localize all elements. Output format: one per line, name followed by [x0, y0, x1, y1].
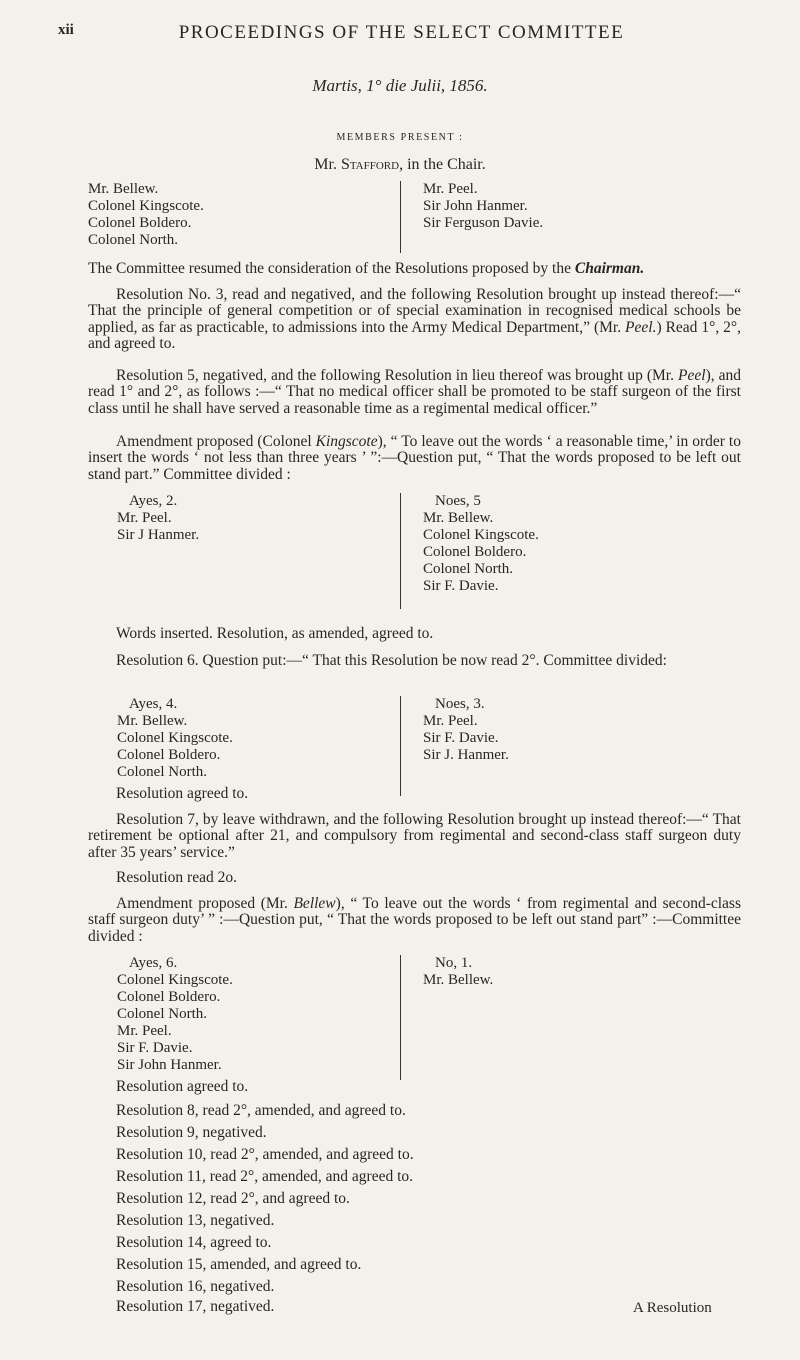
voter-name: Colonel Boldero.	[423, 544, 527, 560]
paragraph-resolution-agreed-2: Resolution agreed to.	[116, 1078, 249, 1095]
voter-name: Colonel Boldero.	[117, 989, 221, 1005]
ayes-count: Ayes, 2.	[129, 493, 178, 509]
voter-name: Colonel Boldero.	[117, 747, 221, 763]
paragraph-committee-resumed: The Committee resumed the consideration of the Resolutions proposed by the Chairman.	[88, 260, 645, 277]
member-name: Mr. Bellew.	[88, 181, 159, 197]
chair-line: Mr. Stafford, in the Chair.	[314, 156, 486, 173]
ayes-count: Ayes, 4.	[129, 696, 178, 712]
voter-name: Sir F. Davie.	[423, 578, 499, 594]
resolution-line: Resolution 15, amended, and agreed to.	[116, 1256, 362, 1273]
paragraph-resolution-read: Resolution read 2o.	[116, 869, 237, 886]
voter-name: Sir F. Davie.	[117, 1040, 193, 1056]
voter-name: Sir J Hanmer.	[117, 527, 200, 543]
column-divider	[400, 955, 401, 1080]
member-name: Mr. Peel.	[423, 181, 478, 197]
column-divider	[400, 493, 401, 609]
division-2-noes	[423, 696, 509, 764]
voter-name: Sir J. Hanmer.	[423, 747, 509, 763]
catchword: A Resolution	[633, 1300, 712, 1316]
voter-name: Mr. Bellew.	[423, 972, 494, 988]
resolution-line: Resolution 8, read 2°, amended, and agreed to.	[116, 1102, 406, 1119]
chair-name: Stafford	[340, 156, 400, 173]
division-3-noes	[423, 955, 493, 989]
running-title: PROCEEDINGS OF THE SELECT COMMITTEE	[178, 22, 625, 43]
voter-name: Colonel North.	[423, 561, 513, 577]
resolution-line: Resolution 14, agreed to.	[116, 1234, 272, 1251]
division-1-noes	[423, 493, 539, 595]
noes-count: Noes, 5	[435, 493, 481, 509]
resolution-line: Resolution 17, negatived.	[116, 1298, 275, 1315]
paragraph-resolution-5: Resolution 5, negatived, and the following Resolution in lieu thereof was brought up (Mr. Peel), and read 1° and 2°, as follows :—“ That no medical officer shall be promoted to be staff surgeon of the first class until he shall have served a reasonable time as a regimental medical officer.”	[88, 367, 741, 417]
division-2-ayes	[117, 696, 233, 781]
paragraph-resolution-3: Resolution No. 3, read and negatived, and the following Resolution brought up instead thereof:—“ That the principle of general competition or of special examination in recognised medical schools be applied, as far as practicable, to admissions into the Army Medical Department,” (Mr. Peel.) Read 1°, 2°, and agreed to.	[88, 286, 741, 353]
resolution-line: Resolution 10, read 2°, amended, and agreed to.	[116, 1146, 414, 1163]
members-present-heading: MEMBERS PRESENT :	[336, 132, 464, 143]
noes-count: No, 1.	[435, 955, 473, 971]
voter-name: Colonel Kingscote.	[423, 527, 539, 543]
voter-name: Colonel North.	[117, 1006, 207, 1022]
resolution-line: Resolution 13, negatived.	[116, 1212, 275, 1229]
resolution-line: Resolution 12, read 2°, and agreed to.	[116, 1190, 350, 1207]
voter-name: Mr. Bellew.	[117, 713, 188, 729]
voter-name: Mr. Bellew.	[423, 510, 494, 526]
members-list-left	[88, 181, 204, 249]
paragraph-resolution-agreed: Resolution agreed to.	[116, 785, 249, 802]
members-list-right	[423, 181, 543, 232]
resolution-line: Resolution 9, negatived.	[116, 1124, 267, 1141]
voter-name: Colonel North.	[117, 764, 207, 780]
page-number: xii	[58, 22, 74, 38]
member-name: Colonel Kingscote.	[88, 198, 204, 214]
member-name: Sir Ferguson Davie.	[423, 215, 544, 231]
column-divider	[400, 696, 401, 796]
member-name: Colonel North.	[88, 232, 178, 248]
paragraph-resolution-7: Resolution 7, by leave withdrawn, and the following Resolution brought up instead thereof:—“ That retirement be optional after 21, and compulsory from regimental and second-class staff surgeon duty after 35 years’ service.”	[88, 811, 741, 861]
session-date: Martis, 1° die Julii, 1856.	[312, 76, 488, 95]
voter-name: Colonel Kingscote.	[117, 972, 233, 988]
voter-name: Mr. Peel.	[117, 1023, 172, 1039]
paragraph-amendment-bellew: Amendment proposed (Mr. Bellew), “ To leave out the words ‘ from regimental and second-class staff surgeon duty’ ” :—Question put, “ That the words proposed to be left out stand part” :—Committee divided :	[88, 895, 741, 945]
paragraph-words-inserted: Words inserted. Resolution, as amended, agreed to.	[116, 625, 434, 642]
voter-name: Mr. Peel.	[117, 510, 172, 526]
column-divider	[400, 181, 401, 253]
member-name: Colonel Boldero.	[88, 215, 192, 231]
resolution-line: Resolution 16, negatived.	[116, 1278, 275, 1295]
voter-name: Mr. Peel.	[423, 713, 478, 729]
ayes-count: Ayes, 6.	[129, 955, 178, 971]
member-name: Sir John Hanmer.	[423, 198, 528, 214]
noes-count: Noes, 3.	[435, 696, 485, 712]
division-3-ayes	[117, 955, 233, 1074]
running-header	[58, 22, 745, 44]
voter-name: Colonel Kingscote.	[117, 730, 233, 746]
paragraph-resolution-6: Resolution 6. Question put:—“ That this Resolution be now read 2°. Committee divided:	[116, 652, 667, 669]
voter-name: Sir John Hanmer.	[117, 1057, 222, 1073]
paragraph-amendment-kingscote: Amendment proposed (Colonel Kingscote), “ To leave out the words ‘ a reasonable time,’ in order to insert the words ‘ not less than three years ’ ”:—Question put, “ That the words proposed to be left out stand part.” Committee divided :	[88, 433, 741, 483]
resolution-line: Resolution 11, read 2°, amended, and agreed to.	[116, 1168, 414, 1185]
division-1-ayes	[117, 493, 199, 544]
voter-name: Sir F. Davie.	[423, 730, 499, 746]
